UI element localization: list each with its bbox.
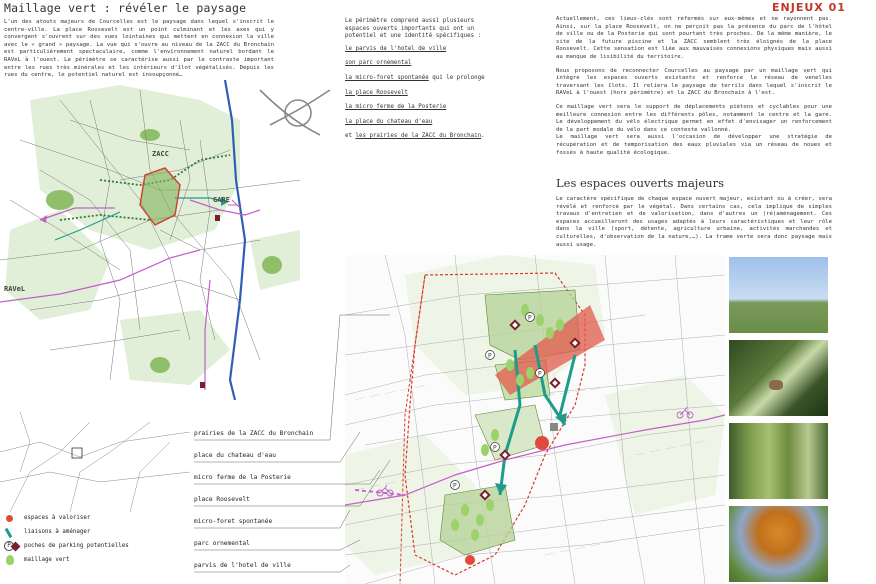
espace-marker-icon [6, 515, 13, 522]
callout-micro-ferme: micro ferme de la Posterie [194, 474, 291, 481]
perimeter-item-link: la micro-foret spontanée [345, 74, 429, 81]
perimeter-item-suffix: qui le prolonge [428, 74, 485, 81]
tree-icon [6, 555, 14, 565]
svg-text:P: P [453, 482, 457, 490]
map-label-gare: GARE [213, 196, 230, 204]
section-tag: ENJEUX 01 [772, 1, 846, 14]
perimeter-item-link: la micro ferme de la Posterie [345, 104, 447, 111]
green-zone [140, 129, 160, 141]
callout-place-roosevelt: place Roosevelt [194, 496, 250, 503]
photo-parc-ornemental [729, 506, 828, 582]
perimeter-item-link: la place du chateau d'eau [345, 118, 433, 125]
perimeter-item-link: son parc ornemental [345, 60, 412, 67]
svg-text:P: P [528, 314, 532, 322]
svg-text:P: P [488, 352, 492, 360]
callout-parc-ornemental: parc ornemental [194, 540, 250, 547]
perimeter-item [345, 133, 500, 141]
perimeter-item [345, 75, 500, 83]
right-paragraph-3: Ce maillage vert sera le support de déplacements piétons et cyclables pour une meilleure connexion entre les différents pôles, notamment le centre et la gare. Le développement du vélo électrique permet en effet d'envisager un renforcement de la part modale du vélo dans ce contexte vallonné. Le maillage vert sera aussi l'occasion de développer une stratégie de récupération et de temporisation des eaux pluviales via un réseau de noues et fossés à haute qualité écologique. [556, 103, 832, 156]
legend-item: P poches de parking potentielles [4, 541, 194, 555]
perimeter-item [345, 60, 500, 68]
perimeter-item-link: la place Roosevelt [345, 89, 408, 96]
parking-marker [215, 215, 220, 221]
liaison-arrow-icon [5, 528, 13, 538]
photo-landscape-view [729, 257, 828, 333]
building-marker [550, 423, 558, 431]
perimeter-item-prefix: et [345, 133, 356, 140]
legend-item: liaisons à aménager [4, 527, 194, 541]
perimeter-intro: Le périmètre comprend aussi plusieurs espaces ouverts importants qui ont un potentiel et une identité spécifiques : [345, 18, 482, 40]
callout-chateau-eau: place du chateau d'eau [194, 452, 276, 459]
right-paragraph-1: Actuellement, ces lieux-clés sont refermés sur eux-mêmes et ne rayonnent pas. Ainsi, sur la place Roosevelt, on ne perçoit pas la présence du parc de l'hôtel de ville ou de la Posterie qui sont pourtant très proches. De la même manière, le site de la future piscine et la ZACC semblent très éloignés de la place Roosevelt. Cette sensation est liée aux mauvaises connexions physiques mais aussi au manque de lisibilité du territoire. [556, 16, 832, 60]
perimeter-item-link: les prairies de la ZACC du Bronchain [355, 133, 482, 140]
legend-item: espaces à valoriser [4, 513, 194, 527]
map-label-zacc: ZACC [152, 150, 169, 158]
page-title: Maillage vert : révéler le paysage [4, 1, 247, 15]
espaces-heading: Les espaces ouverts majeurs [556, 176, 724, 190]
perimeter-item-link: le parvis de l'hotel de ville [345, 45, 447, 52]
green-zone [150, 357, 170, 373]
green-zone [46, 190, 74, 210]
espaces-paragraph: Le caractère spécifique de chaque espace ouvert majeur, existant ou à créer, sera révélé et renforcé par le végétal. Dans certains cas, cela implique de simples travaux d'entretien et de valorisation, dans d'autres un (ré)aménagement. Ces espaces accueilleront des usages adaptés à leurs caractéristiques et leur rôle dans la ville (sport, détente, agriculture urbaine, activités marchandes et culturelles, d'observation de la nature,…). La trame verte sera donc paysage mais aussi usage. [556, 196, 832, 248]
perimeter-item [345, 46, 500, 54]
right-paragraph-2: Nous proposons de reconnecter Courcelles au paysage par un maillage vert qui intègre les espaces ouverts existants et renforce le réseau de venelles traversant les îlots. Il reliera le paysage de terrils dans lequel s'inscrit le RAVeL à l'ouest (hors périmètre) et la ZACC du Bronchain à l'est. [556, 67, 832, 97]
legend [4, 513, 194, 569]
green-zone [262, 256, 282, 274]
locator-map [0, 412, 190, 512]
callout-parvis: parvis de l'hotel de ville [194, 562, 291, 569]
callout-micro-foret: micro-foret spontanée [194, 518, 273, 525]
intro-paragraph: L'un des atouts majeurs de Courcelles est le paysage dans lequel s'inscrit le centre-ville. La place Roosevelt est un point culminant et les axes qui y convergent s'ouvrent sur des vues lointaines qui mettent en connexion la ville avec le « grand » paysage. La vue qui s'ouvre au niveau de la ZACC du Bronchain est particulièrement spectaculaire, comme l'environnement naturel bordant le RAVeL à l'ouest. Le périmètre se caractérise aussi par le contraste important entre les rues très minérales et les intérieurs d'îlot végétalisés. Depuis les rues du centre, le potentiel naturel est insoupçonné… [4, 19, 274, 79]
perimeter-item [345, 104, 500, 112]
perimeter-item-suffix: . [481, 133, 485, 140]
locator-frame [72, 448, 82, 458]
photo-micro-ferme [729, 340, 828, 416]
svg-text:P: P [538, 370, 542, 378]
perimeter-item [345, 119, 500, 127]
map-label-ravel: RAVeL [4, 285, 26, 293]
photo-micro-foret [729, 423, 828, 499]
parking-icon: P [4, 541, 14, 551]
callout-prairies: prairies de la ZACC du Bronchain [194, 430, 314, 437]
perimeter-list [345, 18, 500, 148]
legend-item: maillage vert [4, 555, 194, 569]
perimeter-item [345, 90, 500, 98]
svg-text:P: P [493, 444, 497, 452]
espace-marker [535, 436, 549, 450]
right-text [556, 16, 832, 163]
highway [260, 90, 330, 135]
